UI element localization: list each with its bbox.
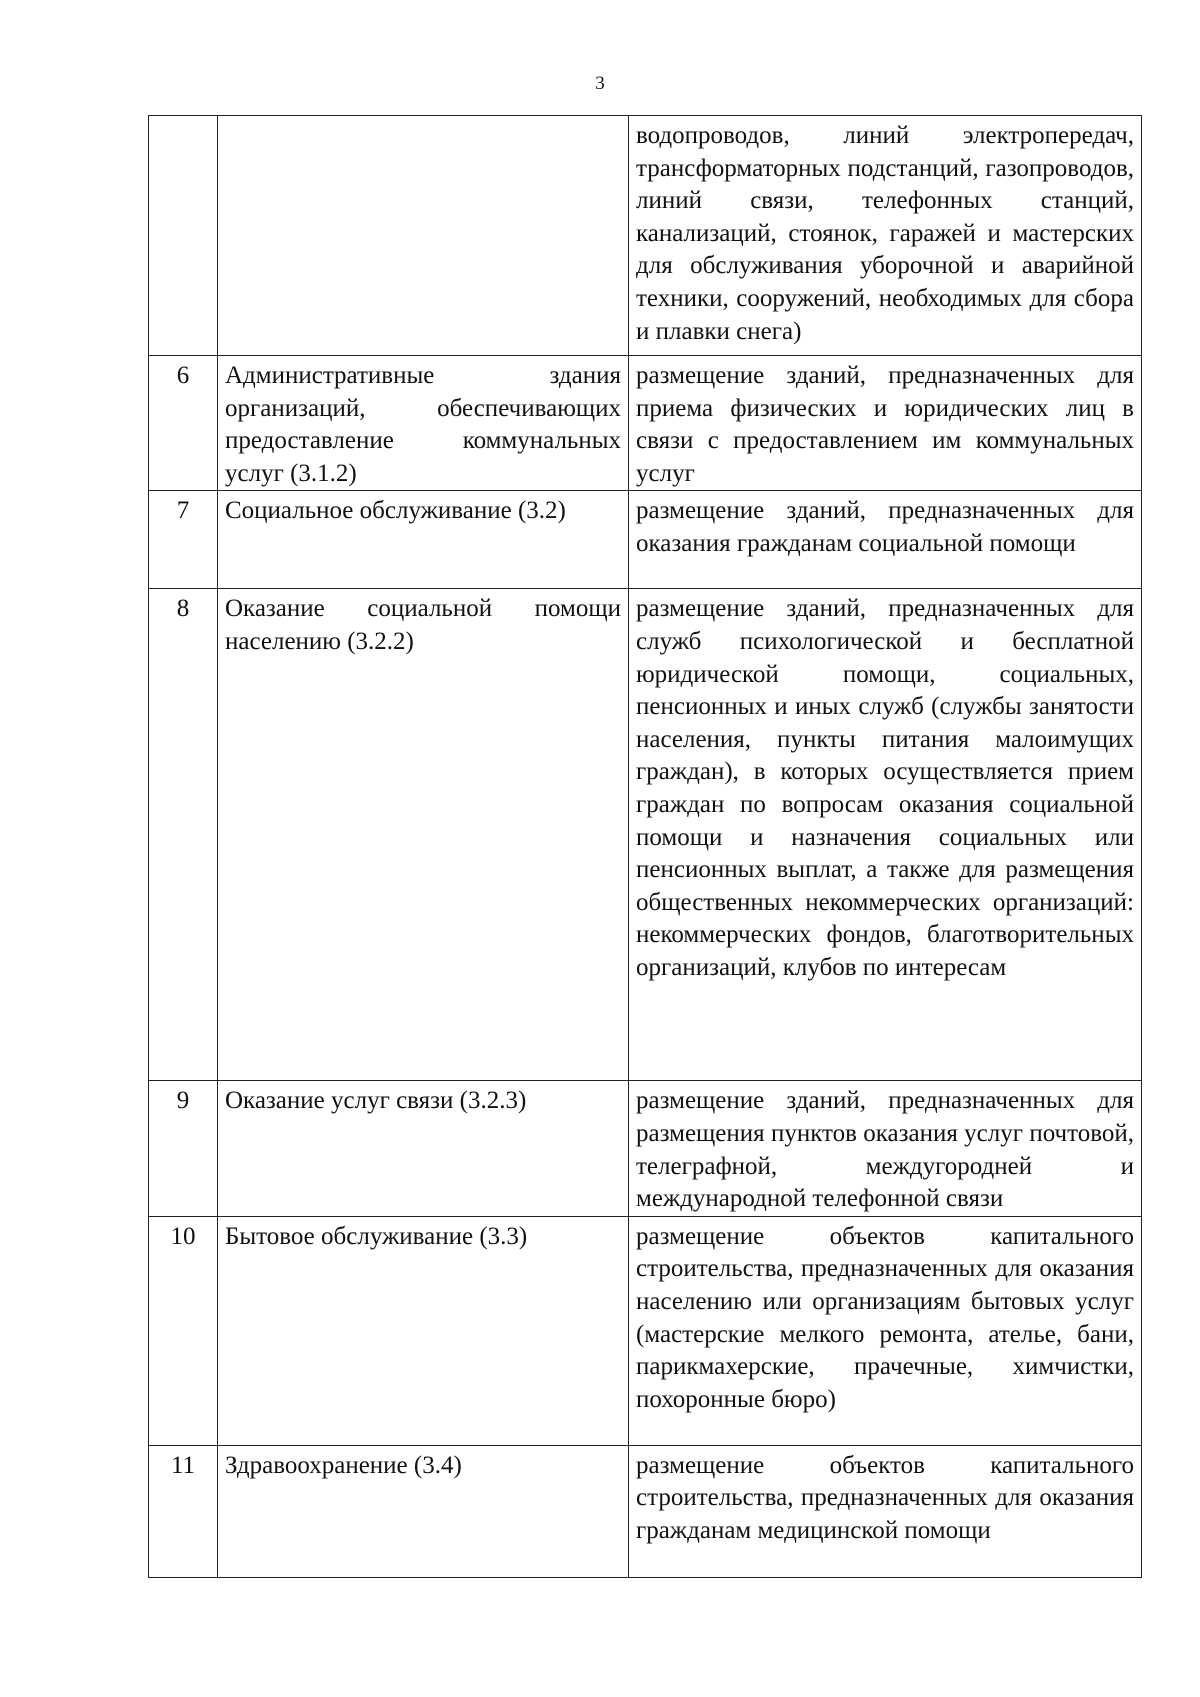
- row-number: 8: [149, 589, 218, 1081]
- use-type-name: Административные здания организаций, обеспечивающих предоставление коммунальных услуг (3.1.2): [218, 356, 629, 491]
- row-number: 9: [149, 1081, 218, 1216]
- row-number: 6: [149, 356, 218, 491]
- row-number: 7: [149, 491, 218, 589]
- use-type-name: Здравоохранение (3.4): [218, 1445, 629, 1577]
- use-type-name: [218, 116, 629, 356]
- use-type-name: Социальное обслуживание (3.2): [218, 491, 629, 589]
- use-type-description: размещение зданий, предназначенных для размещения пунктов оказания услуг почтовой, телеграфной, междугородней и международной телефонной связи: [629, 1081, 1142, 1216]
- row-number: 11: [149, 1445, 218, 1577]
- table-row: [149, 356, 1142, 491]
- table-row: [149, 491, 1142, 589]
- use-type-name: Оказание социальной помощи населению (3.2.2): [218, 589, 629, 1081]
- table-row: [149, 1216, 1142, 1445]
- use-type-name: Бытовое обслуживание (3.3): [218, 1216, 629, 1445]
- table-row: [149, 589, 1142, 1081]
- row-number: [149, 116, 218, 356]
- row-number: 10: [149, 1216, 218, 1445]
- table-row: [149, 116, 1142, 356]
- use-type-description: размещение объектов капитального строительства, предназначенных для оказания населению или организациям бытовых услуг (мастерские мелкого ремонта, ателье, бани, парикмахерские, прачечные, химчистки, похоронные бюро): [629, 1216, 1142, 1445]
- land-use-table: [148, 115, 1142, 1578]
- use-type-description: водопроводов, линий электропередач, трансформаторных подстанций, газопроводов, линий связи, телефонных станций, канализаций, стоянок, гаражей и мастерских для обслуживания уборочной и аварийной техники, сооружений, необходимых для сбора и плавки снега): [629, 116, 1142, 356]
- use-type-name: Оказание услуг связи (3.2.3): [218, 1081, 629, 1216]
- table-row: [149, 1081, 1142, 1216]
- use-type-description: размещение зданий, предназначенных для приема физических и юридических лиц в связи с предоставлением им коммунальных услуг: [629, 356, 1142, 491]
- page-number: 3: [595, 73, 605, 94]
- use-type-description: размещение объектов капитального строительства, предназначенных для оказания гражданам медицинской помощи: [629, 1445, 1142, 1577]
- table-row: [149, 1445, 1142, 1577]
- use-type-description: размещение зданий, предназначенных для служб психологической и бесплатной юридической помощи, социальных, пенсионных и иных служб (службы занятости населения, пункты питания малоимущих граждан), в которых осуществляется прием граждан по вопросам оказания социальной помощи и назначения социальных или пенсионных выплат, а также для размещения общественных некоммерческих организаций: некоммерческих фондов, благотворительных организаций, клубов по интересам: [629, 589, 1142, 1081]
- use-type-description: размещение зданий, предназначенных для оказания гражданам социальной помощи: [629, 491, 1142, 589]
